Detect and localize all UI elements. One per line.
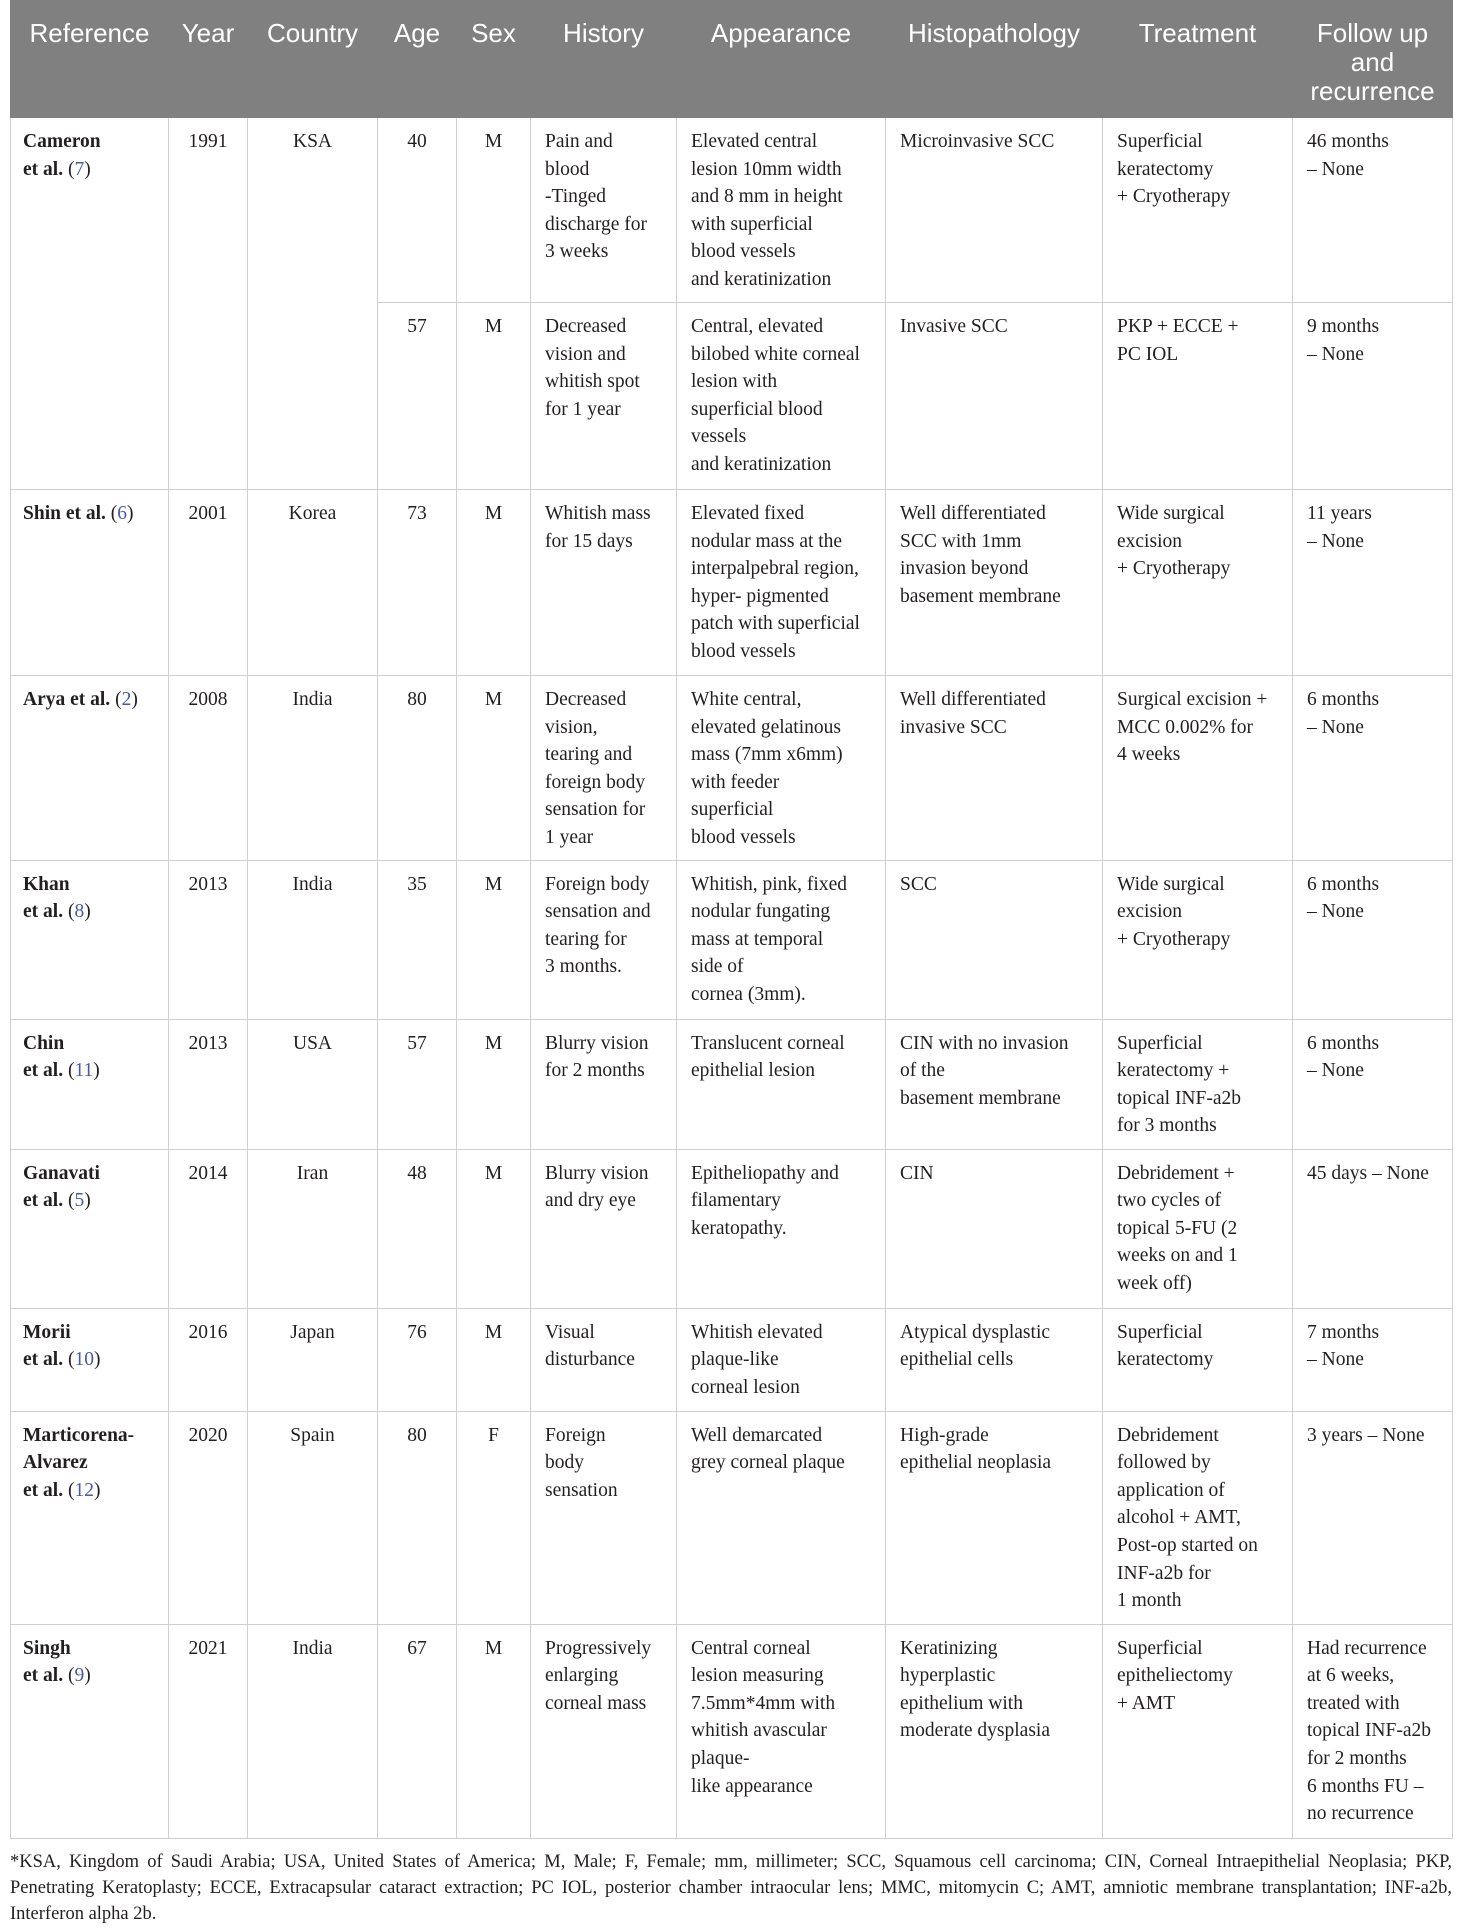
cell-histopathology: CIN xyxy=(886,1149,1103,1308)
cell-year: 2013 xyxy=(169,860,248,1019)
column-header-history: History xyxy=(531,1,677,118)
cell-treatment: PKP + ECCE + PC IOL xyxy=(1103,303,1293,490)
citation-open-paren: ( xyxy=(110,503,118,524)
cell-appearance: Epitheliopathy and filamentary keratopathy. xyxy=(677,1149,886,1308)
citation-close-paren: ) xyxy=(93,1349,101,1371)
cell-reference xyxy=(11,676,169,861)
cell-age: 67 xyxy=(378,1624,457,1838)
cell-reference xyxy=(11,1624,169,1838)
citation-close-paren: ) xyxy=(84,1190,91,1212)
column-header-reference: Reference xyxy=(11,1,169,118)
cell-follow-up: 9 months – None xyxy=(1293,303,1453,490)
cell-histopathology: Atypical dysplastic epithelial cells xyxy=(886,1308,1103,1411)
cell-appearance: Well demarcated grey corneal plaque xyxy=(677,1411,886,1624)
cell-histopathology: Invasive SCC xyxy=(886,303,1103,490)
citation-link[interactable]: 11 xyxy=(74,1060,94,1082)
cell-histopathology: Well differentiated invasive SCC xyxy=(886,676,1103,861)
author-name: Marticorena- Alvarez et al. xyxy=(23,1424,135,1501)
cell-histopathology: Microinvasive SCC xyxy=(886,118,1103,303)
citation-open-paren: ( xyxy=(67,1479,75,1501)
author-name: Cameron et al. xyxy=(23,131,101,180)
cell-year: 2014 xyxy=(169,1149,248,1308)
cell-history: Progressively enlarging corneal mass xyxy=(531,1624,677,1838)
cell-sex: M xyxy=(457,676,531,861)
citation-close-paren: ) xyxy=(93,1060,100,1082)
cell-appearance: Whitish elevated plaque-like corneal lesion xyxy=(677,1308,886,1411)
author-name: Khan et al. xyxy=(23,873,70,923)
cell-year: 2021 xyxy=(169,1624,248,1838)
cell-appearance: White central, elevated gelatinous mass (7mm x6mm) with feeder superficial blood vessels xyxy=(677,676,886,861)
citation-link[interactable]: 9 xyxy=(74,1665,85,1687)
citation-close-paren: ) xyxy=(127,503,134,524)
column-header-age: Age xyxy=(378,1,457,118)
cell-sex: M xyxy=(457,860,531,1019)
author-name: Ganavati et al. xyxy=(23,1162,100,1212)
citation xyxy=(68,1190,91,1211)
citation-close-paren: ) xyxy=(93,1479,101,1501)
citation-link[interactable]: 5 xyxy=(74,1190,85,1212)
author-name: Morii et al. xyxy=(23,1321,71,1371)
cell-follow-up: 6 months – None xyxy=(1293,676,1453,861)
author-name: Shin et al. xyxy=(23,503,106,524)
cell-age: 48 xyxy=(378,1149,457,1308)
citation-close-paren: ) xyxy=(84,901,91,923)
citation xyxy=(68,1480,101,1501)
cell-follow-up: 11 years – None xyxy=(1293,490,1453,676)
cell-history: Decreased vision, tearing and foreign body sensation for 1 year xyxy=(531,676,677,861)
cell-country: Korea xyxy=(248,490,378,676)
cell-age: 76 xyxy=(378,1308,457,1411)
citation-open-paren: ( xyxy=(67,1060,75,1082)
cell-histopathology: SCC xyxy=(886,860,1103,1019)
cell-reference xyxy=(11,118,169,490)
cell-country: KSA xyxy=(248,118,378,490)
cell-country: USA xyxy=(248,1019,378,1149)
cell-country: Iran xyxy=(248,1149,378,1308)
cell-sex: F xyxy=(457,1411,531,1624)
cell-reference xyxy=(11,490,169,676)
citation-link[interactable]: 12 xyxy=(74,1479,94,1501)
cell-country: India xyxy=(248,1624,378,1838)
citation-close-paren: ) xyxy=(84,1665,91,1687)
cell-appearance: Central, elevated bilobed white corneal lesion with superficial blood vessels and keratinization xyxy=(677,303,886,490)
cell-reference xyxy=(11,860,169,1019)
citation-open-paren: ( xyxy=(67,901,75,923)
cell-appearance: Translucent corneal epithelial lesion xyxy=(677,1019,886,1149)
citation-open-paren: ( xyxy=(115,689,122,710)
cell-year: 2013 xyxy=(169,1019,248,1149)
column-header-follow-up: Follow up and recurrence xyxy=(1293,1,1453,118)
cell-year: 2008 xyxy=(169,676,248,861)
cell-treatment: Debridement followed by application of alcohol + AMT, Post-op started on INF-a2b for 1 month xyxy=(1103,1411,1293,1624)
cell-age: 40 xyxy=(378,118,457,303)
table-row xyxy=(11,1308,1453,1411)
table-row xyxy=(11,860,1453,1019)
cell-history: Visual disturbance xyxy=(531,1308,677,1411)
author-name: Arya et al. xyxy=(23,689,111,710)
column-header-histopathology: Histopathology xyxy=(886,1,1103,118)
cell-country: Japan xyxy=(248,1308,378,1411)
cell-reference xyxy=(11,1411,169,1624)
cell-age: 80 xyxy=(378,676,457,861)
cell-year: 1991 xyxy=(169,118,248,490)
column-header-country: Country xyxy=(248,1,378,118)
citation xyxy=(111,503,134,524)
cell-history: Decreased vision and whitish spot for 1 year xyxy=(531,303,677,490)
case-reports-table xyxy=(10,0,1453,1839)
author-name: Chin et al. xyxy=(23,1032,65,1082)
table-row xyxy=(11,490,1453,676)
citation-open-paren: ( xyxy=(67,1349,75,1371)
table-row xyxy=(11,118,1453,303)
table-footnote: *KSA, Kingdom of Saudi Arabia; USA, United States of America; M, Male; F, Female; mm, millimeter; SCC, Squamous cell carcinoma; CIN, Corneal Intraepithelial Neoplasia; PKP, Penetrating Keratoplasty; ECCE, Extracapsular cataract extraction; PC IOL, posterior chamber intraocular lens; MMC, mitomycin C; AMT, amniotic membrane transplantation; INF-a2b, Interferon alpha 2b. xyxy=(10,1851,1452,1924)
cell-follow-up: 3 years – None xyxy=(1293,1411,1453,1624)
cell-treatment: Wide surgical excision + Cryotherapy xyxy=(1103,490,1293,676)
cell-treatment: Wide surgical excision + Cryotherapy xyxy=(1103,860,1293,1019)
cell-appearance: Whitish, pink, fixed nodular fungating mass at temporal side of cornea (3mm). xyxy=(677,860,886,1019)
cell-follow-up: 45 days – None xyxy=(1293,1149,1453,1308)
cell-history: Blurry vision and dry eye xyxy=(531,1149,677,1308)
cell-follow-up: 6 months – None xyxy=(1293,860,1453,1019)
column-header-year: Year xyxy=(169,1,248,118)
table-body xyxy=(11,118,1453,1839)
table-row xyxy=(11,1149,1453,1308)
cell-sex: M xyxy=(457,1624,531,1838)
cell-country: India xyxy=(248,860,378,1019)
cell-follow-up: 46 months – None xyxy=(1293,118,1453,303)
cell-treatment: Surgical excision + MCC 0.002% for 4 weeks xyxy=(1103,676,1293,861)
citation-open-paren: ( xyxy=(67,1665,75,1687)
citation xyxy=(68,1349,101,1370)
cell-treatment: Superficial keratectomy + topical INF-a2b for 3 months xyxy=(1103,1019,1293,1149)
table-header xyxy=(11,1,1453,118)
cell-country: India xyxy=(248,676,378,861)
cell-appearance: Central corneal lesion measuring 7.5mm*4mm with whitish avascular plaque- like appearance xyxy=(677,1624,886,1838)
cell-age: 73 xyxy=(378,490,457,676)
citation-close-paren: ) xyxy=(84,158,91,180)
cell-sex: M xyxy=(457,490,531,676)
citation-open-paren: ( xyxy=(67,1190,75,1212)
citation xyxy=(68,901,91,922)
table-row xyxy=(11,1624,1453,1838)
cell-history: Blurry vision for 2 months xyxy=(531,1019,677,1149)
cell-appearance: Elevated fixed nodular mass at the interpalpebral region, hyper- pigmented patch with superficial blood vessels xyxy=(677,490,886,676)
header-row xyxy=(11,1,1453,118)
cell-country: Spain xyxy=(248,1411,378,1624)
cell-sex: M xyxy=(457,1308,531,1411)
cell-age: 35 xyxy=(378,860,457,1019)
cell-follow-up: 6 months – None xyxy=(1293,1019,1453,1149)
cell-treatment: Superficial keratectomy + Cryotherapy xyxy=(1103,118,1293,303)
cell-history: Foreign body sensation and tearing for 3 months. xyxy=(531,860,677,1019)
cell-year: 2020 xyxy=(169,1411,248,1624)
citation-link[interactable]: 2 xyxy=(121,689,132,710)
cell-reference xyxy=(11,1308,169,1411)
citation-link[interactable]: 10 xyxy=(74,1349,94,1371)
citation-link[interactable]: 7 xyxy=(74,158,85,180)
cell-history: Foreign body sensation xyxy=(531,1411,677,1624)
cell-histopathology: High-grade epithelial neoplasia xyxy=(886,1411,1103,1624)
citation xyxy=(68,159,91,180)
cell-histopathology: Well differentiated SCC with 1mm invasion beyond basement membrane xyxy=(886,490,1103,676)
cell-appearance: Elevated central lesion 10mm width and 8 mm in height with superficial blood vessels and keratinization xyxy=(677,118,886,303)
cell-follow-up: 7 months – None xyxy=(1293,1308,1453,1411)
cell-reference xyxy=(11,1149,169,1308)
cell-age: 80 xyxy=(378,1411,457,1624)
citation-open-paren: ( xyxy=(67,158,75,180)
column-header-appearance: Appearance xyxy=(677,1,886,118)
table-row xyxy=(11,1411,1453,1624)
author-name: Singh et al. xyxy=(23,1637,71,1687)
cell-sex: M xyxy=(457,1149,531,1308)
cell-treatment: Debridement + two cycles of topical 5-FU (2 weeks on and 1 week off) xyxy=(1103,1149,1293,1308)
cell-sex: M xyxy=(457,118,531,303)
citation xyxy=(68,1665,91,1686)
cell-treatment: Superficial epitheliectomy + AMT xyxy=(1103,1624,1293,1838)
column-header-sex: Sex xyxy=(457,1,531,118)
cell-follow-up: Had recurrence at 6 weeks, treated with topical INF-a2b for 2 months 6 months FU – no recurrence xyxy=(1293,1624,1453,1838)
cell-sex: M xyxy=(457,1019,531,1149)
table-row xyxy=(11,1019,1453,1149)
cell-history: Pain and blood -Tinged discharge for 3 weeks xyxy=(531,118,677,303)
citation-link[interactable]: 6 xyxy=(117,503,128,524)
cell-age: 57 xyxy=(378,1019,457,1149)
citation-link[interactable]: 8 xyxy=(74,901,85,923)
cell-reference xyxy=(11,1019,169,1149)
table-row xyxy=(11,676,1453,861)
cell-sex: M xyxy=(457,303,531,490)
cell-treatment: Superficial keratectomy xyxy=(1103,1308,1293,1411)
cell-year: 2016 xyxy=(169,1308,248,1411)
citation xyxy=(68,1060,100,1081)
citation xyxy=(115,689,138,710)
citation-close-paren: ) xyxy=(131,689,138,710)
cell-histopathology: CIN with no invasion of the basement membrane xyxy=(886,1019,1103,1149)
cell-histopathology: Keratinizing hyperplastic epithelium with moderate dysplasia xyxy=(886,1624,1103,1838)
cell-year: 2001 xyxy=(169,490,248,676)
column-header-treatment: Treatment xyxy=(1103,1,1293,118)
cell-history: Whitish mass for 15 days xyxy=(531,490,677,676)
cell-age: 57 xyxy=(378,303,457,490)
